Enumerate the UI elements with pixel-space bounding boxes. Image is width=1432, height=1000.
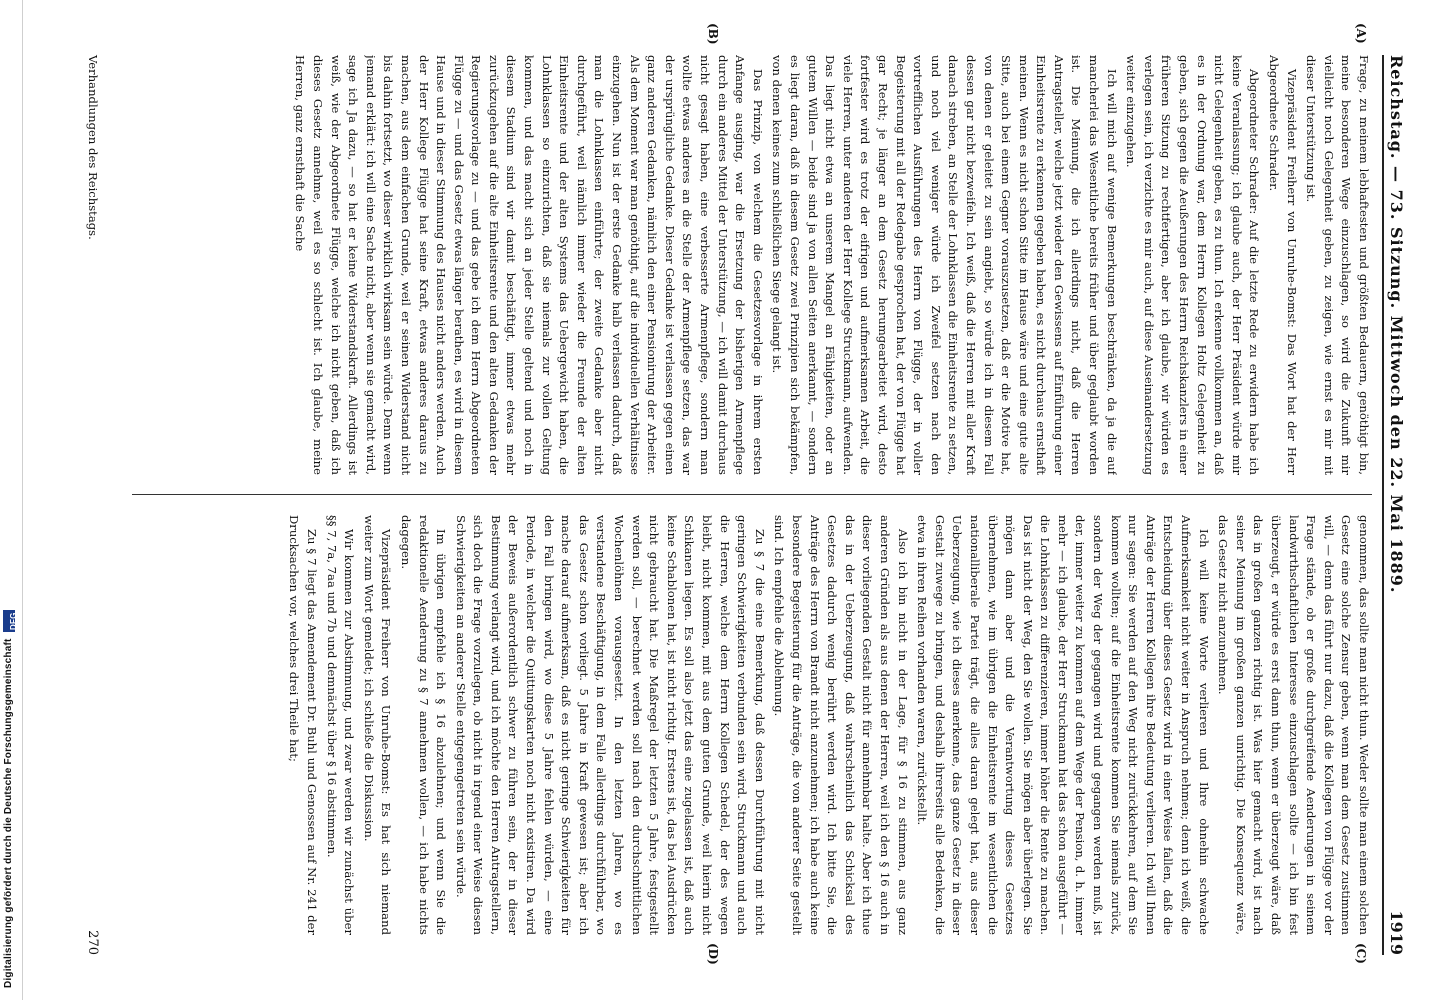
paragraph: Frage, zu meinem lebhaftesten und größten Bedauern, genöthigt bin, meine besonderen Wege einzuschlagen, so wird die Zukunft mir vielleicht noch Gelegenheit geben, zu zeigen, wie ernst es mir mit dieser Unterstützung ist. (1304, 55, 1371, 475)
paragraph: Ich will keine Worte verlieren und Ihre ohnehin schwache Aufmerksamkeit nicht weiter in Anspruch nehmen; denn ich weiß, die Entscheidung über dieses Gesetz wird in einer Weise fallen, daß die Anträge der Herren Kollegen ihre Bedeutung verlieren. Ich will Ihnen nur sagen: Sie werden auf den Weg nicht zurückkehren, auf dem Sie kommen wollten; auf die Einheitsrente kommen Sie niemals zurück, sondern der Weg der gegangen wird und gegangen werden muß, ist der, immer weiter zu kommen auf dem Wege der Pension, d. h. immer mehr — ich glaube, der Herr Struckmann hat das schon ausgeführt — die Lohnklassen zu differenzieren, immer höher die Rente zu machen. Das ist nicht der Weg, den Sie wollen. Sie mögen aber überlegen. Sie mögen dann aber und die Verantwortung dieses Gesetzes übernehmen, wie im übrigen die Einheitsrente im wesentlichen die nationalliberale Partei trägt, die alles daran gelegt hat, aus dieser Ueberzeugung, wie ich dieses anerkenne, das ganze Gesetz in dieser Gestalt zuwege zu bringen, und deshalb ihrerseits alle Bedenken, die etwa in ihren Reihen vorhanden waren, zurückstellt. (915, 515, 1211, 935)
page-number: 1919 (1387, 910, 1407, 955)
credit-text: Digitalisierung gefördert durch die Deutsche Forschungsgemeinschaft (3, 638, 14, 988)
margin-marker-c: (C) (1354, 943, 1368, 964)
page-header (1382, 55, 1410, 955)
scanned-page (40, 15, 1420, 985)
footer-publication: Verhandlungen des Reichstags. (86, 55, 100, 240)
paragraph: genommen, das sollte man nicht thun. Weder sollte man einem solchen Gesetz eine solche Zensur geben, wenn man dem Gesetz zustimmen will, — denn das führt nur dazu, daß die Kollegen von Flügge vor der Frage stände, ob er große durchgreifende Aenderungen in seinem landwirthschaftlichen Interesse einzuschlagen sollte — ich bin fest überzeugt, er würde es erst dann thun, wenn er überzeugt wäre, daß das in großen ganzen richtig ist. Was hier gemacht wird, ist nach seiner Meinung im großen ganzen unrichtig. Die Konsequenz wäre, das Gesetz nicht anzunehmen. (1216, 515, 1371, 935)
paragraph-speaker: Abgeordneter Schrader: Auf die letzte Rede zu erwidern habe ich keine Veranlassung; ich glaube auch, der Herr Präsident würde mir nicht Gelegenheit geben, es zu thun. Ich erkenne vollkommen an, daß es in der Ordnung war, dem Herrn Kollegen Holtz Gelegenheit zu geben, sich gegen die Aeußerungen des Herrn Reichskanzlers in einer früheren Sitzung zu rechtfertigen, aber ich glaube, wir würden es verlegen sein, ich verzichte es mir auch, auf diese Auseinandersetzung weiter einzugehen. (1124, 55, 1262, 475)
text-column-right (92, 515, 1372, 935)
margin-marker-a: (A) (1354, 23, 1368, 44)
dfg-logo-icon: DFG (3, 610, 15, 632)
paragraph: Ich will mich auf wenige Bemerkungen beschränken, da ja die auf mancherlei das Wesentliche bereits früher und über geglaubt worden ist. Die Meinung, die ich allerdings nicht, daß die Herren Antragsteller, welche jetzt wieder den Gewissens auf Einführung einer Einheitsrente zu erkennen gegeben haben, es nicht durchaus ernsthaft meinen. Wenn es nicht schon Sitte im Hause wäre und eine gute alte Sitte, auch bei einem Gegner vorauszusetzen, daß er die Motive hat, von denen er geleitet zu sein angiebt, so würde ich in diesem Fall dessen gar nicht bezweifeln. Ich weiß, daß die Herren mit aller Kraft danach streben, an Stelle der Lohnklassen die Einheitsrente zu setzen, und noch viel weniger würde ich Zweifel setzen nach den vortrefflichen Ausführungen des Herrn von Flügge, der in voller Begeisterung mit all der Redegabe gesprochen hat, der von Flügge hat gar Recht; je länger an dem Gesetz herumgearbeitet wird, desto fortfester wird es trotz der eifrigen und aufmerksamen Arbeit, die viele Herren, unter anderen der Herr Kollege Struckmann, aufwenden. Das liegt nicht etwa an unserem Mangel an Fähigkeiten, oder an gutem Willen — beide sind ja von allen Seiten anerkannt, — sondern es liegt daran, daß in diesem Gesetz zwei Prinzipien sich bekämpfen, von denen keines zum schließlichen Siege gelangt ist. (770, 55, 1119, 475)
text-column-left (92, 55, 1372, 475)
paragraph-speaker: Vizepräsident Freiherr von Unruhe-Bomst: Es hat sich niemand weiter zum Wort gemeldet; ich schließe die Diskussion. (361, 515, 394, 935)
column-divider (132, 494, 1372, 495)
paragraph: Also ich bin nicht in der Lage, für § 16 zu stimmen, aus ganz anderen Gründen als aus denen der Herren, weil ich den § 16 auch in dieser vorliegenden Gestalt nicht für annehmbar halte. Aber ich thue das in der Ueberzeugung, daß wahrscheinlich das Schicksal des Gesetzes dadurch wenig berührt werden wird. Ich bitte Sie, die Anträge des Herrn von Brandt nicht anzunehmen; ich habe auch keine besondere Begeisterung für die Anträge, die von anderer Seite gestellt sind. Ich empfehle die Ablehnung. (772, 515, 910, 935)
margin-marker-b: (B) (706, 23, 720, 45)
page-content-rotated (40, 15, 1420, 985)
page-footer (78, 55, 100, 955)
digitization-credit (3, 448, 19, 988)
paragraph: Das Prinzip, von welchem die Gesetzesvorlage in ihrem ersten Anfange ausging, war die Ersetzung der bisherigen Armenpflege durch ein anderes Mittel der Unterstützung, — ich will damit durchaus nicht gesagt haben, eine verbesserte Armenpflege, sondern man wollte etwas anderes an die Stelle der Armenpflege setzen, das war der ursprüngliche Gedanke. Dieser Gedanke ist verlassen gegen einen ganz anderen Gedanken, nämlich den einer Pensionirung der Arbeiter. Als dem Moment war man genöthigt, auf die individuellen Verhältnisse einzugehen. Nun ist der erste Gedanke halb verlassen dadurch, daß man die Lohnklassen einführte; der zweite Gedanke aber nicht durchgeführt, weil nämlich immer wieder die Freunde der alten Einheitsrente und der alten Systems das Uebergewicht haben, die Lohnklassen so einzurichten, daß sie niemals zur vollen Geltung kommen, und das macht sich an jeder Stelle geltend und noch in diesem Stadium sind wir damit beschäftigt, immer etwas mehr zurückzugehen auf die alte Einheitsrente und den alten Gedanken der Regierungsvorlage zu — und das gebe ich dem Herrn Abgeordneten Flügge zu — und das Gesetz etwas länger berathen, es wird in diesem Hause und in dieser Stimmung des Hauses nicht anders werden. Auch der Herr Kollege Flügge hat seine Kraft, etwas anderes daraus zu machen, aus dem einfachen Grunde, weil er seinen Widerstand nicht bis dahin fortsetzt, wo dieser wirklich wirksam sein würde. Denn wenn jemand erklärt: ich will eine Sache nicht, aber wenn sie gemacht wird, sage ich Ja dazu, — so hat er keine Widerstandskraft. Allerdings ist weiß, wie der Abgeordnete Flügge, welche ich nicht geben, daß ich dieses Gesetz annehme, weil es so schlecht ist. Ich glaube, meine Herren, ganz ernsthaft die Sache (293, 55, 765, 475)
footer-sheet-number: 270 (85, 930, 100, 955)
margin-marker-d: (D) (706, 943, 720, 965)
paragraph: Zu § 7 die eine Bemerkung, daß dessen Durchführung mit nicht geringen Schwierigkeiten verbunden sein wird. Struckmann und auch die Herren, welche dem Herrn Kollegen Schedel, der des wegen bleibt, nicht kommen, mit aus dem guten Grunde, weil hierin nicht Schikanen liegen. Es soll also jetzt das eine zugelassen ist, daß auch keine Schablonen hat, ist nicht richtig. Erstens ist, das bei Ausdrücken nicht gebraucht hat. Die Maßregel der letzten 5 Jahre, festgestellt werden soll, — berechnet werden soll nach den durchschnittlichen Wochenlöhnen vorausgesetzt. In den letzten Jahren, wo es verstandene Beschäftigung, in dem Falle allerdings durchführbar, wo das Gesetz schon vorliegt. 5 Jahre in Kraft gewesen ist; aber ich mache darauf aufmerksam, daß es nicht geringe Schwierigkeiten für den Fall bringen wird, wo diese 5 Jahre fehlen würden, — eine Periode, in welcher die Quittungskarten noch nicht existiren. Da wird der Beweis außerordentlich schwer zu führen sein, der in dieser Bestimmung verlangt wird, und ich möchte den Herren Antragstellern, sich doch die Frage vorzulegen, ob nicht in irgend einer Weise diesen Schwierigkeiten an anderer Stelle entgegengetreten sein würde. (453, 515, 767, 935)
paragraph: Wir kommen zur Abstimmung, und zwar werden wir zunächst über §§ 7, 7a, 7aa und 7b und demnächst über § 16 abstimmen. (324, 515, 357, 935)
paragraph-speaker: Vizepräsident Freiherr von Unruhe-Bomst: Das Wort hat der Herr Abgeordnete Schrader. (1267, 55, 1299, 475)
side-strip (0, 0, 23, 1000)
paragraph: Im übrigen empfehle ich § 16 abzulehnen; und wenn Sie die redaktionelle Aenderung zu § 7 annehmen wollen, — ich habe nichts dagegen. (398, 515, 449, 935)
page-header-title: Reichstag. — 73. Sitzung. Mittwoch den 22. Mai 1889. (1387, 55, 1407, 594)
paragraph: Zu § 7 liegt das Amendement Dr. Buhl und Genossen auf Nr. 241 der Drucksachen vor, welches drei Theile hat; (287, 515, 319, 935)
